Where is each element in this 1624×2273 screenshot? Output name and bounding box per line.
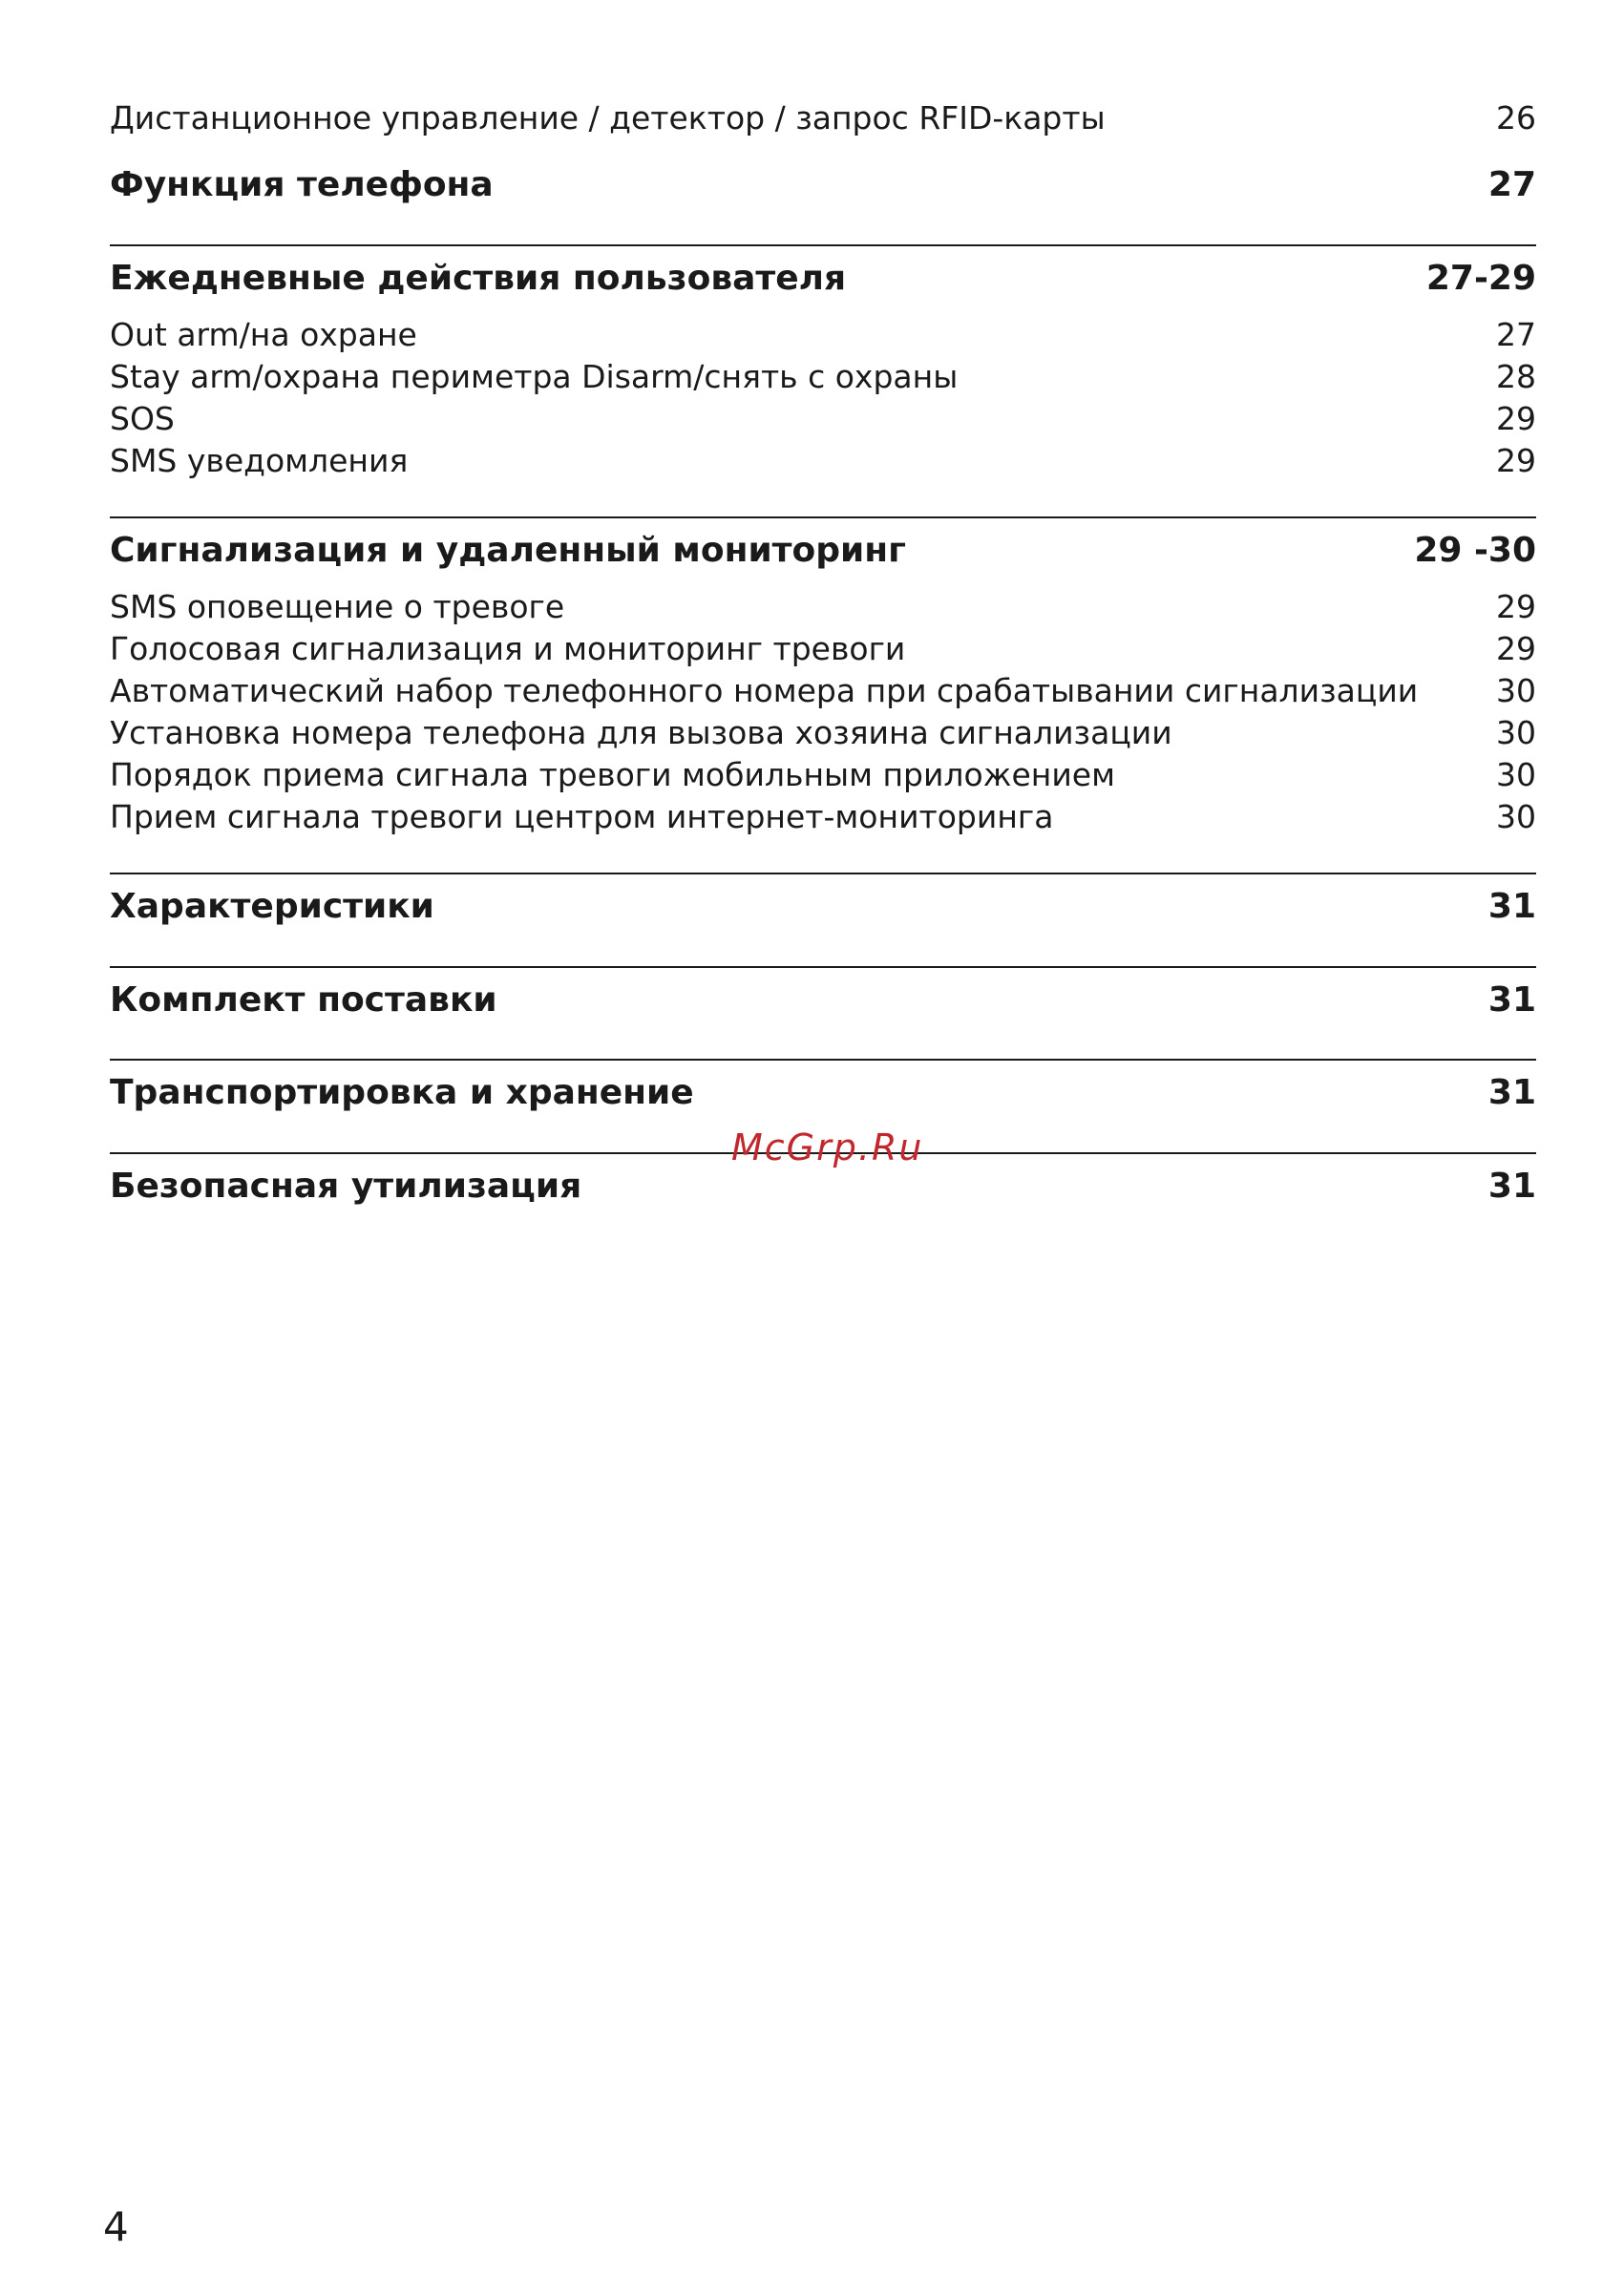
toc-entry-page: 30: [1496, 714, 1536, 751]
toc-section-title: Функция телефона: [110, 165, 494, 204]
toc-section-title: Транспортировка и хранение: [110, 1073, 694, 1112]
toc-entry-page: 29: [1496, 630, 1536, 667]
toc-entry-title: Автоматический набор телефонного номера при срабатывании сигнализации: [110, 672, 1419, 709]
section-divider: [110, 1059, 1536, 1061]
toc-entry-page: 26: [1496, 99, 1536, 137]
toc-section-page: 29 -30: [1414, 531, 1536, 570]
toc-section-page: 27-29: [1425, 259, 1536, 298]
toc-entry-title: SMS оповещение о тревоге: [110, 588, 565, 625]
section-divider: [110, 873, 1536, 874]
toc-section-page: 31: [1487, 887, 1536, 926]
toc-entry-title: Порядок приема сигнала тревоги мобильным приложением: [110, 756, 1115, 793]
toc-section[interactable]: [110, 980, 1536, 1020]
toc-section-page: 31: [1487, 1073, 1536, 1112]
toc-entry-title: SOS: [110, 400, 175, 437]
watermark: McGrp.Ru: [731, 1126, 924, 1168]
toc-section[interactable]: [110, 531, 1536, 570]
toc-entry-page: 29: [1496, 588, 1536, 625]
toc-section-title: Характеристики: [110, 887, 434, 926]
toc-entry[interactable]: [110, 798, 1536, 835]
toc-entry[interactable]: [110, 358, 1536, 395]
toc-entry[interactable]: [110, 714, 1536, 751]
toc-entry[interactable]: [110, 672, 1536, 709]
toc-section-page: 31: [1487, 1167, 1536, 1206]
toc-entry-title: Out arm/на охране: [110, 316, 417, 353]
toc-entry-page: 30: [1496, 756, 1536, 793]
toc-entry-title: SMS уведомления: [110, 442, 409, 479]
toc-section-title: Комплект поставки: [110, 980, 497, 1020]
toc-entry[interactable]: [110, 630, 1536, 667]
toc-entry-title: Прием сигнала тревоги центром интернет-мониторинга: [110, 798, 1054, 835]
toc-entry[interactable]: [110, 588, 1536, 625]
toc-entry[interactable]: [110, 316, 1536, 353]
toc-section-title: Безопасная утилизация: [110, 1167, 582, 1206]
toc-entry[interactable]: [110, 99, 1536, 137]
toc-entry-title: Дистанционное управление / детектор / запрос RFID-карты: [110, 99, 1106, 137]
toc-section-title: Ежедневные действия пользователя: [110, 259, 847, 298]
toc-section[interactable]: [110, 259, 1536, 298]
toc-section-page: 27: [1487, 165, 1536, 204]
page-number: 4: [103, 2203, 129, 2250]
toc-entry[interactable]: [110, 756, 1536, 793]
toc-entry-title: Stay arm/охрана периметра Disarm/снять с охраны: [110, 358, 959, 395]
toc-section[interactable]: [110, 1073, 1536, 1112]
toc-entry[interactable]: [110, 400, 1536, 437]
section-divider: [110, 966, 1536, 968]
section-divider: [110, 516, 1536, 518]
toc-entry-page: 28: [1496, 358, 1536, 395]
toc-entry-page: 30: [1496, 672, 1536, 709]
toc-entry-page: 29: [1496, 400, 1536, 437]
toc-section[interactable]: [110, 887, 1536, 926]
toc-section-title: Сигнализация и удаленный мониторинг: [110, 531, 906, 570]
toc-entry-title: Голосовая сигнализация и мониторинг тревоги: [110, 630, 906, 667]
toc-entry-page: 30: [1496, 798, 1536, 835]
toc-entry-title: Установка номера телефона для вызова хозяина сигнализации: [110, 714, 1172, 751]
toc-entry[interactable]: [110, 442, 1536, 479]
toc-section[interactable]: [110, 165, 1536, 204]
toc-section[interactable]: [110, 1167, 1536, 1206]
toc-section-page: 31: [1487, 980, 1536, 1020]
toc-entry-page: 27: [1496, 316, 1536, 353]
toc-entry-page: 29: [1496, 442, 1536, 479]
section-divider: [110, 244, 1536, 246]
